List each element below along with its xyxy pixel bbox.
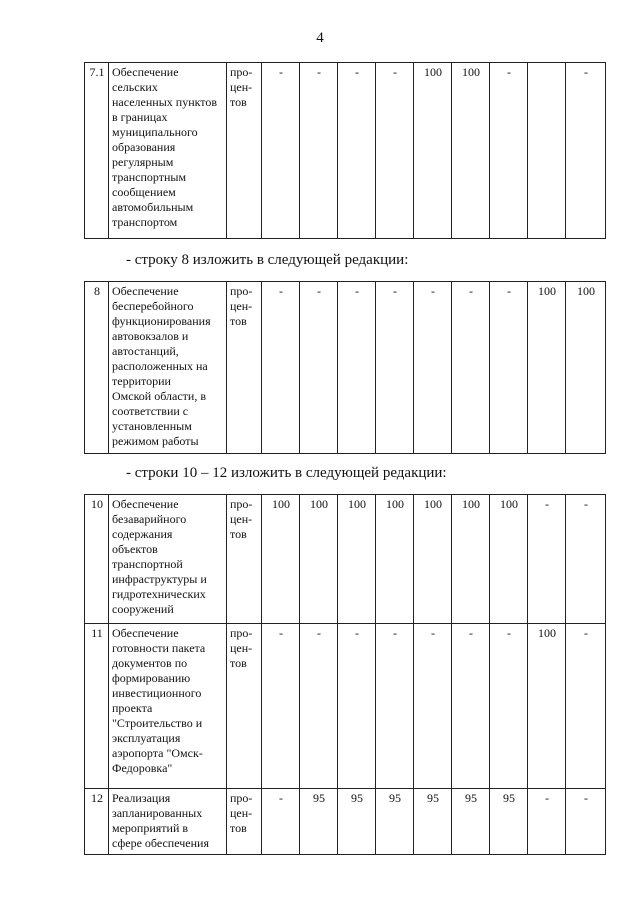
unit-cell	[227, 789, 262, 855]
row-number-cell: 10	[85, 495, 109, 624]
indicator-name-line: сооружений	[112, 602, 174, 616]
row-number-cell: 11	[85, 624, 109, 789]
row-number-cell: 8	[85, 282, 109, 454]
indicator-name-line: сфере обеспечения	[112, 836, 209, 850]
indicator-name-line: Обеспечение	[112, 65, 179, 79]
value-cell: -	[414, 624, 452, 789]
value-cell: -	[338, 282, 376, 454]
table-rows-10-12	[84, 494, 606, 855]
table-row-7-1	[84, 62, 606, 239]
value-cell: 100	[490, 495, 528, 624]
indicator-name-line: Федоровка"	[112, 761, 173, 775]
indicator-name-line: безаварийного	[112, 512, 187, 526]
indicator-name-line: сообщением	[112, 185, 176, 199]
value-cell: -	[566, 63, 606, 239]
row-number-cell: 7.1	[85, 63, 109, 239]
indicator-name-line: автомобильным	[112, 200, 194, 214]
indicator-name-cell	[109, 624, 227, 789]
indicator-name-line: проекта	[112, 701, 153, 715]
indicator-name-line: Обеспечение	[112, 497, 179, 511]
indicator-name-line: режимом работы	[112, 434, 199, 448]
indicator-name-line: соответствии с	[112, 404, 189, 418]
indicator-name-line: расположенных на	[112, 359, 208, 373]
instruction-line-rows-10-12: - строки 10 – 12 изложить в следующей редакции:	[126, 465, 447, 481]
value-cell: 100	[452, 495, 490, 624]
unit-line: про-	[230, 791, 253, 805]
unit-line: про-	[230, 65, 253, 79]
indicator-name-line: населенных пунктов	[112, 95, 218, 109]
indicator-name-line: содержания	[112, 527, 173, 541]
table-row	[85, 789, 606, 855]
value-cell: 100	[376, 495, 414, 624]
unit-cell	[227, 63, 262, 239]
indicator-name-line: функционирования	[112, 314, 211, 328]
unit-line: про-	[230, 284, 253, 298]
value-cell: -	[490, 63, 528, 239]
indicator-name-line: образования	[112, 140, 176, 154]
table-row	[85, 63, 606, 239]
indicator-name-cell	[109, 63, 227, 239]
unit-line: тов	[230, 821, 247, 835]
table-row-8	[84, 281, 606, 454]
indicator-name-line: инвестиционного	[112, 686, 202, 700]
value-cell: 100	[452, 63, 490, 239]
unit-line: цен-	[230, 80, 253, 94]
indicator-name-line: Реализация	[112, 791, 171, 805]
indicator-name-cell	[109, 495, 227, 624]
value-cell: 100	[300, 495, 338, 624]
indicator-name-line: автовокзалов и	[112, 329, 189, 343]
table-row	[85, 624, 606, 789]
indicator-name-line: муниципального	[112, 125, 198, 139]
unit-line: цен-	[230, 512, 253, 526]
unit-line: цен-	[230, 641, 253, 655]
indicator-name-line: запланированных	[112, 806, 203, 820]
value-cell: -	[262, 63, 300, 239]
indicator-name-cell	[109, 789, 227, 855]
value-cell: -	[452, 624, 490, 789]
unit-line: про-	[230, 626, 253, 640]
indicator-name-line: инфраструктуры и	[112, 572, 207, 586]
indicator-name-line: формированию	[112, 671, 191, 685]
value-cell: 100	[528, 282, 566, 454]
indicator-name-line: Обеспечение	[112, 284, 179, 298]
unit-cell	[227, 495, 262, 624]
indicator-name-line: "Строительство и	[112, 716, 203, 730]
value-cell: -	[490, 624, 528, 789]
unit-line: тов	[230, 656, 247, 670]
value-cell: 95	[376, 789, 414, 855]
indicator-name-line: готовности пакета	[112, 641, 206, 655]
value-cell: -	[566, 495, 606, 624]
indicator-name-line: в границах	[112, 110, 168, 124]
indicator-name-line: сельских	[112, 80, 158, 94]
indicator-name-line: автостанций,	[112, 344, 179, 358]
unit-line: цен-	[230, 299, 253, 313]
value-cell: -	[452, 282, 490, 454]
value-cell: 100	[528, 624, 566, 789]
indicator-name-line: транспортной	[112, 557, 183, 571]
value-cell: -	[300, 63, 338, 239]
value-cell: 100	[414, 63, 452, 239]
indicator-name-line: Обеспечение	[112, 626, 179, 640]
value-cell: 95	[414, 789, 452, 855]
value-cell: 95	[300, 789, 338, 855]
value-cell: -	[338, 63, 376, 239]
value-cell: -	[262, 789, 300, 855]
page-number: 4	[316, 30, 324, 46]
instruction-line-row-8: - строку 8 изложить в следующей редакции:	[126, 252, 409, 268]
indicator-name-line: эксплуатация	[112, 731, 181, 745]
indicator-name-line: регулярным	[112, 155, 174, 169]
unit-line: тов	[230, 95, 247, 109]
indicator-name-line: транспортным	[112, 170, 187, 184]
value-cell: 100	[414, 495, 452, 624]
indicator-name-line: аэропорта "Омск-	[112, 746, 203, 760]
unit-line: про-	[230, 497, 253, 511]
value-cell: -	[262, 624, 300, 789]
indicator-name-line: объектов	[112, 542, 158, 556]
value-cell: -	[528, 495, 566, 624]
indicator-name-cell	[109, 282, 227, 454]
value-cell: -	[490, 282, 528, 454]
indicator-name-line: бесперебойного	[112, 299, 194, 313]
value-cell: -	[376, 624, 414, 789]
indicator-name-line: транспортом	[112, 215, 178, 229]
unit-line: тов	[230, 527, 247, 541]
value-cell: -	[414, 282, 452, 454]
value-cell: -	[566, 789, 606, 855]
value-cell: 95	[452, 789, 490, 855]
value-cell: 100	[262, 495, 300, 624]
value-cell: 95	[490, 789, 528, 855]
unit-cell	[227, 282, 262, 454]
row-number-cell: 12	[85, 789, 109, 855]
value-cell: -	[528, 789, 566, 855]
unit-line: тов	[230, 314, 247, 328]
indicator-name-line: территории	[112, 374, 171, 388]
table-row	[85, 495, 606, 624]
indicator-name-line: мероприятий в	[112, 821, 189, 835]
indicator-name-line: Омской области, в	[112, 389, 207, 403]
indicator-name-line: документов по	[112, 656, 188, 670]
value-cell: -	[376, 282, 414, 454]
value-cell: -	[300, 624, 338, 789]
value-cell: 100	[566, 282, 606, 454]
value-cell: 100	[338, 495, 376, 624]
indicator-name-line: гидротехнических	[112, 587, 206, 601]
value-cell: 95	[338, 789, 376, 855]
value-cell: -	[338, 624, 376, 789]
table-row	[85, 282, 606, 454]
value-cell: -	[262, 282, 300, 454]
unit-line: цен-	[230, 806, 253, 820]
value-cell: -	[376, 63, 414, 239]
value-cell: -	[566, 624, 606, 789]
value-cell: -	[300, 282, 338, 454]
indicator-name-line: установленным	[112, 419, 192, 433]
value-cell	[528, 63, 566, 239]
unit-cell	[227, 624, 262, 789]
